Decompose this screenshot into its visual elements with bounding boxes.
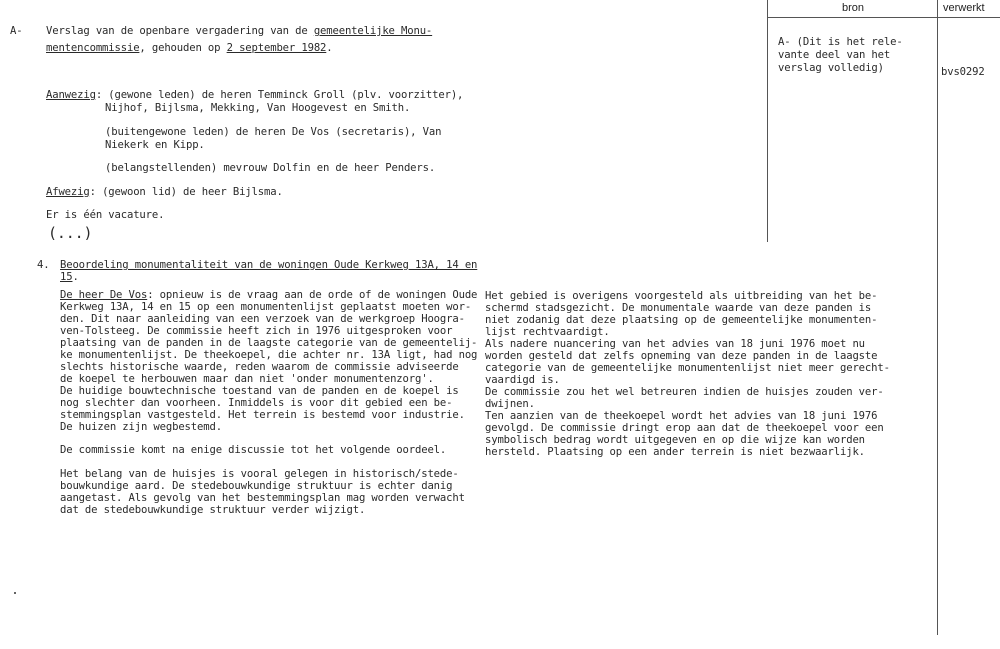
paragraph-1-line: ven-Tolsteeg. De commissie heeft zich in 1976 uitgesproken voor (60, 325, 453, 337)
paragraph-1-line: De huidige bouwtechnische toestand van de panden en de koepel is (60, 385, 459, 397)
paragraph-3-line: dat de stedebouwkundige struktuur verder wijzigt. (60, 504, 366, 516)
buitengewone-line-1: (buitengewone leden) de heren De Vos (secretaris), Van (105, 126, 442, 138)
right-column-line: hersteld. Plaatsing op een ander terrein is niet bezwaarlijk. (485, 446, 865, 458)
item-title-line-1: Beoordeling monumentaliteit van de woningen Oude Kerkweg 13A, 14 en (60, 259, 478, 271)
paragraph-2: De commissie komt na enige discussie tot het volgende oordeel. (60, 444, 447, 456)
right-column-line: Als nadere nuancering van het advies van 18 juni 1976 moet nu (485, 338, 865, 350)
right-column-line: Ten aanzien van de theekoepel wordt het advies van 18 juni 1976 (485, 410, 878, 422)
verwerkt-header: verwerkt (943, 2, 985, 14)
paragraph-1-line: De huizen zijn wegbestemd. (60, 421, 222, 433)
header-bottom-rule (767, 17, 1000, 18)
paragraph-1-line: de koepel te herbouwen maar dan niet 'onder monumentenzorg'. (60, 373, 434, 385)
right-column-line: niet zodanig dat deze plaatsing op de gemeentelijke monumenten- (485, 314, 878, 326)
bron-header: bron (842, 2, 865, 14)
item-title-line-2: 15. (60, 271, 79, 283)
stray-mark (14, 592, 16, 594)
aanwezig-line-2: Nijhof, Bijlsma, Mekking, Van Hoogevest en Smith. (105, 102, 411, 114)
right-column-line: symbolisch bedrag wordt uitgegeven en op die wijze kan worden (485, 434, 865, 446)
right-column-line: categorie van de gemeentelijke monumentenlijst niet meer gerecht- (485, 362, 890, 374)
item-number: 4. (37, 259, 50, 271)
ellipsis: (...) (48, 224, 93, 242)
belangstellenden-line: (belangstellenden) mevrouw Dolfin en de heer Penders. (105, 162, 436, 174)
aanwezig-line-1: Aanwezig: (gewone leden) de heren Temminck Groll (plv. voorzitter), (46, 89, 464, 101)
right-column-line: gevolgd. De commissie dringt erop aan dat de theekoepel voor een (485, 422, 884, 434)
right-column-line: De commissie zou het wel betreuren indien de huisjes zouden ver- (485, 386, 884, 398)
bron-note-line-1: A- (Dit is het rele- (778, 36, 903, 48)
verwerkt-code: bvs0292 (941, 66, 985, 78)
paragraph-1-line: stemmingsplan vastgesteld. Het terrein is bestemd voor industrie. (60, 409, 465, 421)
paragraph-3-line: aangetast. Als gevolg van het bestemmingsplan mag worden verwacht (60, 492, 465, 504)
bron-column-left-rule (767, 0, 768, 242)
paragraph-3-line: bouwkundige aard. De stedebouwkundige struktuur is echter danig (60, 480, 453, 492)
bron-note-line-2: vante deel van het (778, 49, 891, 61)
report-title-line-1: Verslag van de openbare vergadering van de gemeentelijke Monu- (46, 25, 433, 37)
report-title-line-2: mentencommissie, gehouden op 2 september 1982. (46, 42, 333, 54)
paragraph-1-line: ke monumentenlijst. De theekoepel, die achter nr. 13A ligt, had nog (60, 349, 478, 361)
section-marker: A- (10, 25, 23, 37)
right-column-line: worden gesteld dat zelfs opneming van deze panden in de laagste (485, 350, 878, 362)
paragraph-1-line: den. Dit naar aanleiding van een verzoek van de werkgroep Hoogra- (60, 313, 465, 325)
bron-note-line-3: verslag volledig) (778, 62, 884, 74)
vacature-line: Er is één vacature. (46, 209, 165, 221)
bron-verwerkt-divider (937, 0, 938, 635)
buitengewone-line-2: Niekerk en Kipp. (105, 139, 205, 151)
afwezig-line: Afwezig: (gewoon lid) de heer Bijlsma. (46, 186, 283, 198)
right-column-line: lijst rechtvaardigt. (485, 326, 610, 338)
paragraph-3-line: Het belang van de huisjes is vooral gelegen in historisch/stede- (60, 468, 459, 480)
paragraph-1-line: Kerkweg 13A, 14 en 15 op een monumentenlijst geplaatst moeten wor- (60, 301, 472, 313)
paragraph-1-line: plaatsing van de panden in de laagste categorie van de gemeentelij- (60, 337, 478, 349)
right-column-line: schermd stadsgezicht. De monumentale waarde van deze panden is (485, 302, 872, 314)
right-column-line: dwijnen. (485, 398, 535, 410)
paragraph-1-line: slechts historische waarde, reden waarom de commissie adviseerde (60, 361, 459, 373)
right-column-line: Het gebied is overigens voorgesteld als uitbreiding van het be- (485, 290, 878, 302)
paragraph-1-line: nog slechter dan voorheen. Inmiddels is voor dit gebied een be- (60, 397, 453, 409)
speaker-line: De heer De Vos: opnieuw is de vraag aan de orde of de woningen Oude (60, 289, 478, 301)
right-column-line: vaardigd is. (485, 374, 560, 386)
